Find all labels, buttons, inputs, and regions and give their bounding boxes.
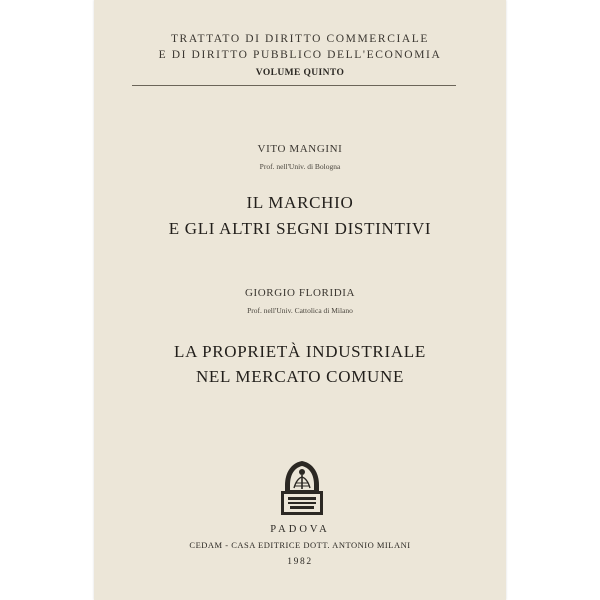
work-1-title-line-1: IL MARCHIO <box>246 193 354 212</box>
author-1-affiliation: Prof. nell'Univ. di Bologna <box>259 162 341 171</box>
divider-rule <box>132 85 456 86</box>
work-1-title-line-2: E GLI ALTRI SEGNI DISTINTIVI <box>168 219 432 238</box>
title-page <box>94 0 506 600</box>
work-2-title-line-1: LA PROPRIETÀ INDUSTRIALE <box>174 342 426 361</box>
series-title-line-2: E DI DIRITTO PUBBLICO DELL'ECONOMIA <box>158 49 442 61</box>
imprint-publisher: CEDAM - CASA EDITRICE DOTT. ANTONIO MILANI <box>189 540 411 550</box>
imprint-place: PADOVA <box>270 524 330 535</box>
imprint-year: 1982 <box>287 557 313 567</box>
author-1-name: VITO MANGINI <box>257 143 343 155</box>
author-2-affiliation: Prof. nell'Univ. Cattolica di Milano <box>247 306 353 315</box>
series-title-line-1: TRATTATO DI DIRITTO COMMERCIALE <box>170 33 430 45</box>
volume-label: VOLUME QUINTO <box>255 68 345 78</box>
author-2-name: GIORGIO FLORIDIA <box>244 287 356 299</box>
publisher-emblem-icon <box>278 459 326 517</box>
work-2-title-line-2: NEL MERCATO COMUNE <box>195 367 405 386</box>
